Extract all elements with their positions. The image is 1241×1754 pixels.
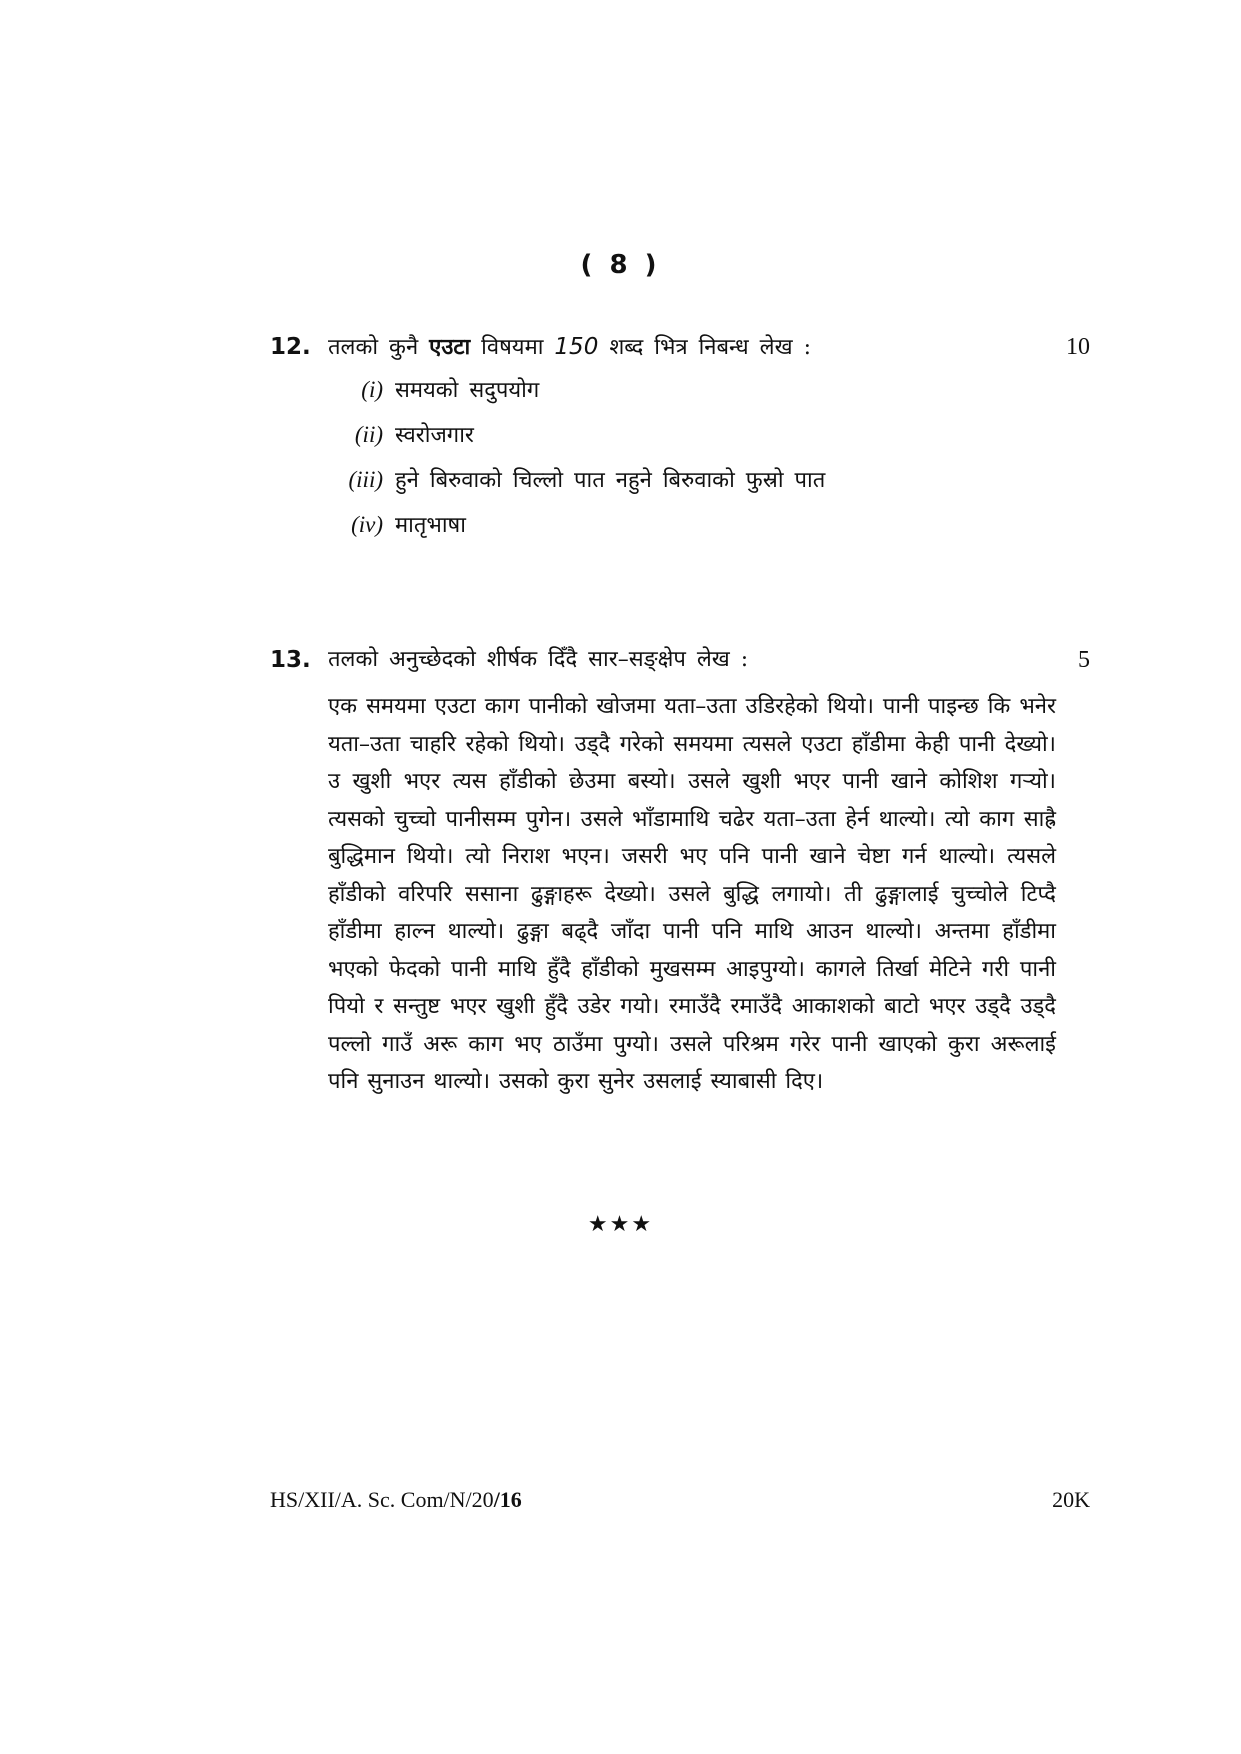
question-text	[328, 327, 811, 368]
option-number: (i)	[361, 377, 383, 402]
question-text-start: तलको कुनै	[328, 335, 430, 360]
page-number: ( 8 )	[580, 250, 661, 280]
end-marker: ★★★	[587, 1212, 654, 1237]
passage: एक समयमा एउटा काग पानीको खोजमा यता–उता उडिरहेको थियो। पानी पाइन्छ कि भनेर यता–उता चाहरि रहेको थियो। उड्दै गरेको समयमा त्यसले एउटा हाँडीमा केही पानी देख्यो। उ खुशी भएर त्यस हाँडीको छेउमा बस्यो। उसले खुशी भएर पानी खाने कोशिश गर्‍यो। त्यसको चुच्चो पानीसम्म पुगेन। उसले भाँडामाथि चढेर यता–उता हेर्न थाल्यो। त्यो काग साह्रै बुद्धिमान थियो। त्यो निराश भएन। जसरी भए पनि पानी खाने चेष्टा गर्न थाल्यो। त्यसले हाँडीको वरिपरि ससाना ढुङ्गाहरू देख्यो। उसले बुद्धि लगायो। ती ढुङ्गालाई चुच्चोले टिप्दै हाँडीमा हाल्न थाल्यो। ढुङ्गा बढ्दै जाँदा पानी पनि माथि आउन थाल्यो। अन्तमा हाँडीमा भएको फेदको पानी माथि हुँदै हाँडीको मुखसम्म आइपुग्यो। कागले तिर्खा मेटिने गरी पानी पियो र सन्तुष्ट भएर खुशी हुँदै उडेर गयो। रमाउँदै रमाउँदै आकाशको बाटो भएर उड्दै उड्दै पल्लो गाउँ अरू काग भए ठाउँमा पुग्यो। उसले परिश्रम गरेर पानी खाएको कुरा अरूलाई पनि सुनाउन थाल्यो। उसको कुरा सुनेर उसलाई स्याबासी दिए।	[328, 694, 1056, 1094]
paper-code-suffix: /16	[493, 1487, 522, 1512]
option-number: (ii)	[354, 422, 383, 447]
print-count: 20K	[1052, 1487, 1090, 1512]
paper-code-prefix: HS/XII/A. Sc. Com/N/20	[270, 1487, 494, 1512]
option-i	[335, 370, 539, 410]
option-text: हुने बिरुवाको चिल्लो पात नहुने बिरुवाको फुस्रो पात	[395, 468, 826, 493]
word-count: 150	[554, 334, 599, 360]
option-ii	[335, 415, 474, 455]
question-text-emphasis: एउटा	[429, 334, 471, 360]
question-text: तलको अनुच्छेदको शीर्षक दिँदै सार–सङ्क्षेप लेख :	[328, 647, 749, 672]
marks: 5	[1078, 647, 1090, 673]
question-text-end: शब्द भित्र निबन्ध लेख :	[598, 335, 811, 360]
marks: 10	[1066, 334, 1090, 360]
option-text: समयको सदुपयोग	[395, 378, 540, 403]
option-iv	[335, 505, 466, 545]
option-iii	[335, 460, 825, 500]
option-number: (iii)	[348, 467, 383, 492]
question-number: 12.	[270, 334, 311, 360]
option-number: (iv)	[351, 512, 383, 537]
question-12-header	[270, 327, 1090, 367]
question-text-middle: विषयमा	[470, 335, 555, 360]
paper-code	[270, 1487, 522, 1513]
question-13-header	[270, 640, 1090, 680]
question-number: 13.	[270, 647, 311, 673]
option-text: स्वरोजगार	[395, 423, 474, 448]
option-text: मातृभाषा	[395, 513, 466, 538]
